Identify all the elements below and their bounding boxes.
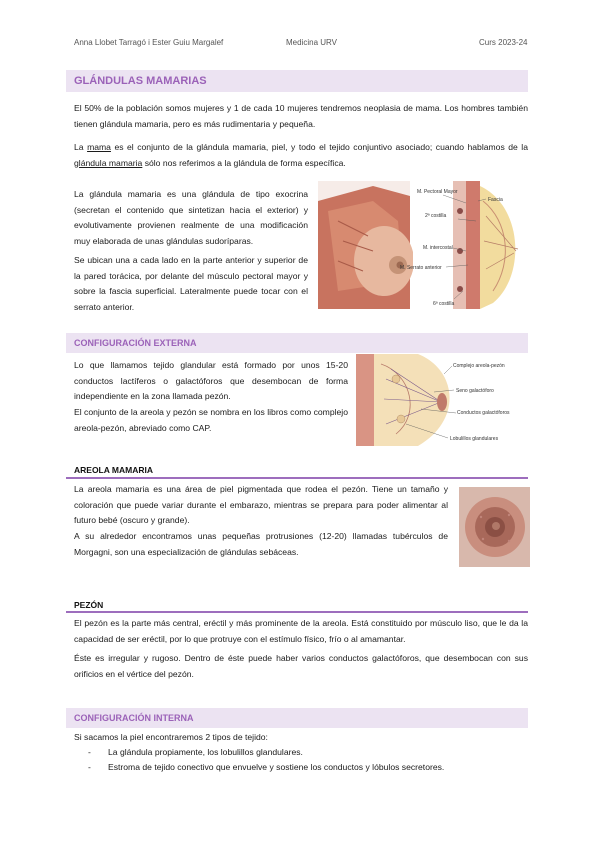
paragraph-cap: El conjunto de la areola y pezón se nombra en los libros como complejo areola-pezón, abreviado como CAP. <box>74 407 348 433</box>
paragraph-intro: El 50% de la población somos mujeres y 1 de cada 10 mujeres tendremos neoplasia de mama. Los hombres también tienen glándula mamaria, pero es más rudimentaria y pequeña. <box>74 103 528 129</box>
header-course: Curs 2023-24 <box>479 38 528 47</box>
term-mama: mama <box>87 142 111 152</box>
label-pectoral: M. Pectoral Mayor <box>417 189 458 195</box>
header-subject: Medicina URV <box>286 38 337 47</box>
list-item: - Estroma de tejido conectivo que envuelve y sostiene los conductos y lóbulos secretores. <box>88 760 444 775</box>
label-rib2: 2ª costilla <box>425 213 447 219</box>
areola-photo <box>459 487 530 567</box>
paragraph-pezon: El pezón es la parte más central, eréctil y más prominente de la areola. Está constituido por músculo liso, que le da la capacidad de ser eréctil, por lo que protruye con el estímulo físico, frío o al amamantar. <box>74 618 528 644</box>
internal-tissue-list <box>88 745 444 775</box>
term-glandula-mamaria: glándula mamaria <box>74 157 143 168</box>
list-item: - La glándula propiamente, los lobulillos glandulares. <box>88 745 444 760</box>
label-rib6: 6ª costilla <box>433 301 455 307</box>
paragraph-pezon-rugoso: Éste es irregular y rugoso. Dentro de éste puede haber varios conductos galactóforos, que desembocan con sus orificios en el vértice del pezón. <box>74 653 528 679</box>
paragraph-conductos: Lo que llamamos tejido glandular está formado por unos 15-20 conductos lactíferos o galactóforos que desembocan de forma independiente en la zona llamada pezón. <box>74 360 348 402</box>
label-serrato: M. Serrato anterior <box>400 265 442 271</box>
paragraph-ubicacion: Se ubican una a cada lado en la parte anterior y superior de la pared torácica, por delante del músculo pectoral mayor y sobre la fascia superficial. Lateralmente puede tocar con el serrato anterior. <box>74 255 308 312</box>
paragraph-areola: La areola mamaria es una área de piel pigmentada que rodea el pezón. Tiene un tamaño y coloración que puede variar durante el embarazo, mientras se prepara para poder alimentar al futuro bebé (oscuro y grande). <box>74 484 448 526</box>
label-cap: Complejo areola-pezón <box>453 363 505 369</box>
section-title-external: CONFIGURACIÓN EXTERNA <box>74 338 197 348</box>
label-ducts: Conductos galactóforos <box>457 410 510 416</box>
label-sinus: Seno galactóforo <box>456 388 494 394</box>
subsection-title-pezon: PEZÓN <box>74 600 104 610</box>
pezon-divider <box>66 611 528 613</box>
breast-external-figure <box>356 354 532 446</box>
label-intercostal: M. intercostal <box>423 245 453 251</box>
header-authors: Anna Llobet Tarragó i Ester Guiu Margalef <box>74 38 224 47</box>
paragraph-exocrina: La glándula mamaria es una glándula de tipo exocrina (secretan el contenido que sintetizan hacia el exterior) y evolutivamente provienen realmente de una modificación muy elaborada de unas glándulas sudoríparas. <box>74 189 308 246</box>
section-title-glandulas: GLÁNDULAS MAMARIAS <box>74 75 207 87</box>
label-lobules: Lobulillos glandulares <box>450 436 499 442</box>
breast-anatomy-figure <box>318 181 530 309</box>
label-fascia: Fascia <box>488 197 503 203</box>
subsection-title-areola: AREOLA MAMARIA <box>74 465 154 475</box>
section-title-internal: CONFIGURACIÓN INTERNA <box>74 713 194 723</box>
paragraph-morgagni: A su alrededor encontramos unas pequeñas protrusiones (12-20) llamadas tubérculos de Morgagni, son una especialización de glándulas sebáceas. <box>74 531 448 557</box>
areola-divider <box>66 477 528 479</box>
paragraph-mama-definition: La mama es el conjunto de la glándula mamaria, piel, y todo el tejido conjuntivo asociado; cuando hablamos de la glándula mamaria sólo nos referimos a la glándula de forma específica. <box>74 142 528 168</box>
paragraph-internal-intro: Si sacamos la piel encontraremos 2 tipos de tejido: <box>74 732 268 742</box>
